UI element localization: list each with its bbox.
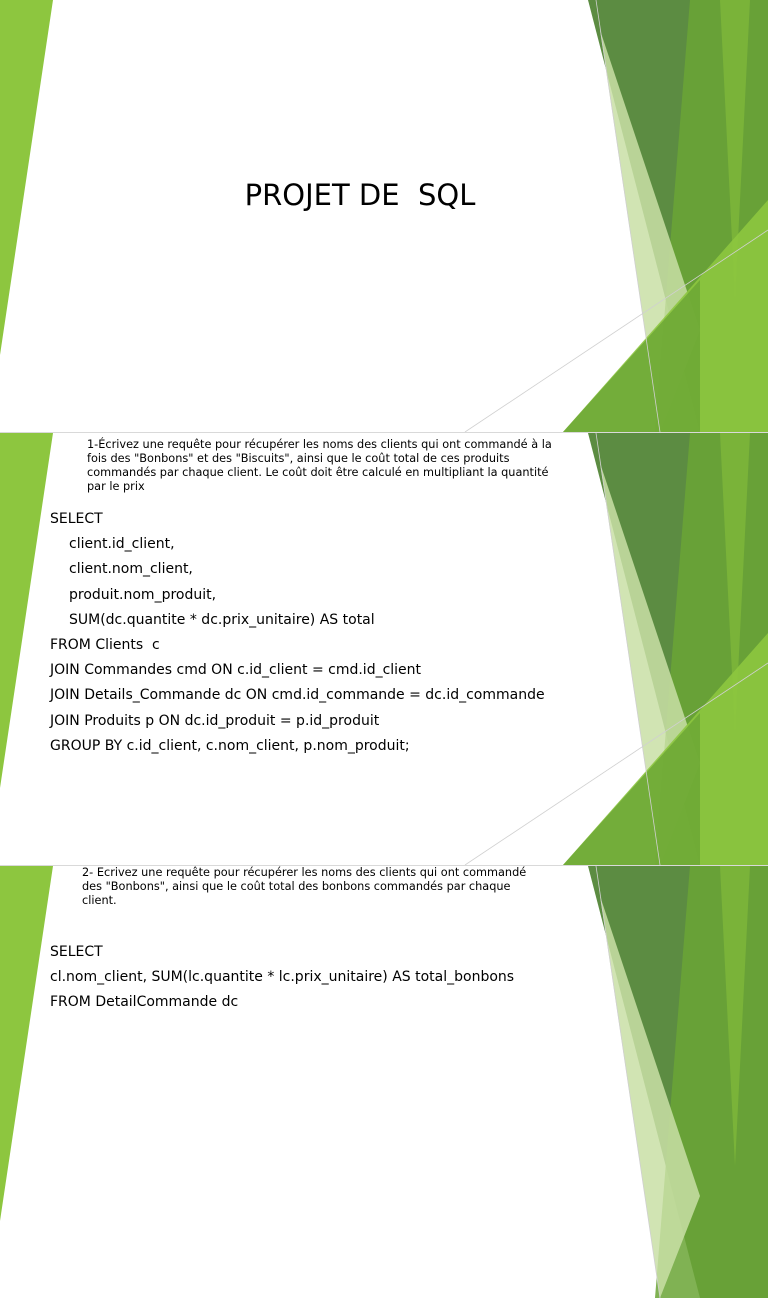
code-line: JOIN Commandes cmd ON c.id_client = cmd.id_client [50,662,422,679]
code-line: FROM DetailCommande dc [50,994,239,1011]
question-text: 2- Ecrivez une requête pour récupérer les noms des clients qui ont commandé des "Bonbons", ainsi que le coût total des bonbons commandés par chaque client. [82,866,527,907]
sql-code-block [50,507,545,759]
code-line: GROUP BY c.id_client, c.nom_client, p.nom_produit; [50,737,410,754]
code-line: SELECT [50,944,103,960]
sql-code-block [50,940,514,1016]
code-line: JOIN Details_Commande dc ON cmd.id_commande = dc.id_commande [50,687,545,704]
code-line: produit.nom_produit, [69,586,217,603]
slide-title: PROJET DE SQL [244,178,476,212]
code-line: JOIN Produits p ON dc.id_produit = p.id_produit [50,712,380,729]
code-line: SELECT [50,511,103,527]
question-slide-2 [0,866,768,1298]
code-line: cl.nom_client, SUM(lc.quantite * lc.prix_unitaire) AS total_bonbons [50,969,515,986]
code-line: SUM(dc.quantite * dc.prix_unitaire) AS total [69,611,375,628]
question-text: 1-Écrivez une requête pour récupérer les noms des clients qui ont commandé à la fois des "Bonbons" et des "Biscuits", ainsi que le coût total de ces produits commandés par chaque client. Le coût doit être calculé en multipliant la quantité par le prix [87,438,552,493]
title-slide [0,0,768,432]
green-decoration [0,866,768,1298]
code-line: client.nom_client, [69,561,193,578]
question-slide-1 [0,433,768,865]
green-decoration [0,0,768,432]
code-line: client.id_client, [69,536,175,553]
code-line: FROM Clients c [50,636,160,653]
